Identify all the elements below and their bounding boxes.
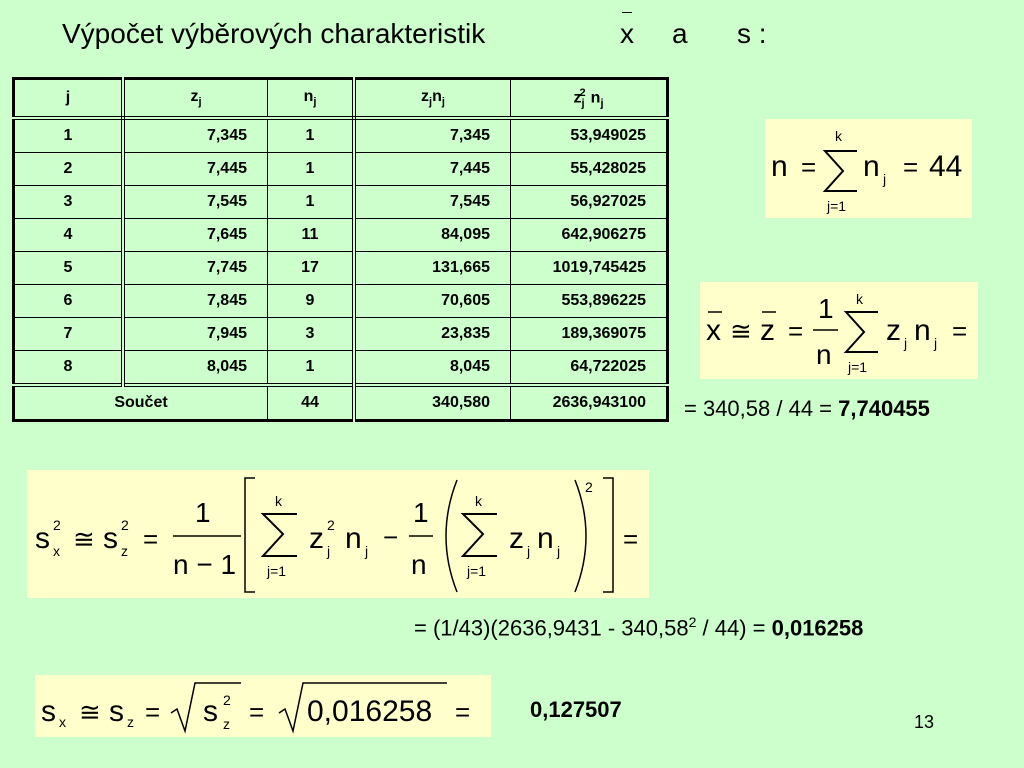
svg-text:=: =	[801, 152, 817, 182]
formula-sd-box	[35, 675, 491, 737]
table-row	[14, 153, 668, 186]
cell-j: 5	[14, 252, 124, 285]
cell-z: 7,445	[123, 153, 268, 186]
svg-text:=: =	[145, 697, 161, 727]
cell-z2n: 56,927025	[511, 186, 668, 219]
cell-n: 1	[268, 153, 355, 186]
svg-text:k: k	[475, 493, 482, 509]
cell-z: 7,745	[123, 252, 268, 285]
cell-z2n: 553,896225	[511, 285, 668, 318]
cell-zn: 131,665	[354, 252, 511, 285]
cell-j: 8	[14, 351, 124, 386]
svg-text:2: 2	[585, 479, 593, 495]
sd-result	[530, 697, 622, 723]
svg-text:k: k	[856, 291, 863, 307]
cell-n: 17	[268, 252, 355, 285]
page-number: 13	[914, 712, 935, 732]
sum-zn: 340,580	[354, 385, 511, 421]
formula-n-upper: k	[835, 128, 842, 144]
cell-zn: 7,545	[354, 186, 511, 219]
cell-z: 7,845	[123, 285, 268, 318]
cell-zn: 7,345	[354, 118, 511, 153]
svg-text:j: j	[527, 543, 531, 559]
svg-text:x: x	[53, 543, 60, 559]
table-row	[14, 351, 668, 386]
table-row	[14, 285, 668, 318]
svg-text:1: 1	[195, 497, 211, 528]
formula-n-box	[765, 119, 972, 218]
svg-text:k: k	[275, 493, 282, 509]
table-row	[14, 318, 668, 351]
svg-text:n: n	[537, 522, 554, 555]
svg-text:=: =	[952, 316, 968, 346]
sd-value: 0,127507	[530, 697, 622, 722]
svg-text:j=1: j=1	[848, 359, 868, 375]
cell-zn: 7,445	[354, 153, 511, 186]
formula-n-lhs: n	[771, 150, 788, 183]
formula-n-svg	[765, 119, 972, 218]
cell-z2n: 64,722025	[511, 351, 668, 386]
svg-text:1: 1	[818, 293, 834, 324]
svg-text:z: z	[127, 714, 134, 730]
mean-value: 7,740455	[838, 396, 930, 421]
svg-text:≅: ≅	[73, 524, 95, 554]
frequency-table	[12, 77, 669, 422]
svg-text:z: z	[886, 314, 901, 347]
svg-text:=: =	[903, 152, 919, 182]
variance-result: = (1/43)(2636,9431 - 340,58$^2$ / 44) = 0,016258	[414, 614, 864, 641]
svg-text:n: n	[345, 522, 362, 555]
svg-text:s: s	[41, 695, 56, 728]
cell-j: 1	[14, 118, 124, 153]
formula-mean-svg	[700, 282, 978, 379]
sum-label: Součet	[14, 385, 268, 421]
svg-text:x: x	[706, 314, 721, 347]
cell-j: 6	[14, 285, 124, 318]
svg-text:=: =	[623, 524, 639, 554]
svg-text:≅: ≅	[79, 697, 101, 727]
svg-text:2: 2	[223, 692, 231, 708]
svg-text:z: z	[223, 716, 230, 732]
svg-text:s: s	[103, 522, 118, 555]
svg-text:z: z	[509, 522, 524, 555]
cell-z2n: 55,428025	[511, 153, 668, 186]
svg-text:=: =	[455, 697, 471, 727]
cell-z2n: 642,906275	[511, 219, 668, 252]
cell-z: 8,045	[123, 351, 268, 386]
svg-text:j=1: j=1	[467, 563, 487, 579]
svg-text:j: j	[557, 543, 561, 559]
col-header-z: $z_j$	[123, 79, 268, 119]
cell-zn: 8,045	[354, 351, 511, 386]
svg-text:j: j	[365, 543, 369, 559]
svg-text:=: =	[143, 524, 159, 554]
formula-n-term: n	[863, 150, 880, 183]
formula-mean-box	[700, 282, 978, 379]
cell-z2n: 1019,745425	[511, 252, 668, 285]
sum-n: 44	[268, 385, 355, 421]
table-row	[14, 252, 668, 285]
svg-text:s: s	[109, 695, 124, 728]
col-header-n: $n_j$	[268, 79, 355, 119]
col-header-zn: $z_jn_j$	[354, 79, 511, 119]
cell-z: 7,945	[123, 318, 268, 351]
sd-inside-root: 0,016258	[307, 695, 433, 728]
formula-n-lower: j=1	[827, 198, 847, 214]
formula-variance-box	[27, 470, 649, 598]
formula-n-rhs: 44	[929, 150, 963, 183]
slide-title: Výpočet výběrových charakteristik	[62, 18, 486, 49]
cell-z: 7,545	[123, 186, 268, 219]
cell-z2n: 189,369075	[511, 318, 668, 351]
cell-z2n: 53,949025	[511, 118, 668, 153]
svg-text:j=1: j=1	[267, 563, 287, 579]
svg-text:n: n	[816, 339, 832, 370]
svg-text:2: 2	[327, 517, 335, 533]
svg-text:n: n	[914, 314, 931, 347]
svg-text:2: 2	[121, 517, 129, 533]
svg-text:s: s	[35, 522, 50, 555]
svg-text:n: n	[411, 549, 427, 580]
table-row	[14, 186, 668, 219]
table-row	[14, 219, 668, 252]
svg-text:=: =	[788, 316, 804, 346]
svg-text:j: j	[904, 335, 908, 351]
cell-n: 1	[268, 351, 355, 386]
svg-text:z: z	[121, 543, 128, 559]
formula-sd-svg	[35, 675, 491, 737]
cell-n: 11	[268, 219, 355, 252]
title-xbar-symbol: x	[620, 18, 634, 49]
cell-n: 9	[268, 285, 355, 318]
svg-text:n − 1: n − 1	[173, 549, 237, 580]
formula-n-sub: j	[883, 171, 887, 187]
cell-n: 3	[268, 318, 355, 351]
svg-text:≅: ≅	[730, 316, 752, 346]
variance-value: 0,016258	[771, 615, 864, 641]
cell-z: 7,345	[123, 118, 268, 153]
table-sum-row	[14, 385, 668, 421]
sum-z2n: 2636,943100	[511, 385, 668, 421]
formula-variance-svg	[27, 470, 649, 598]
svg-text:s: s	[203, 695, 218, 728]
cell-zn: 84,095	[354, 219, 511, 252]
cell-j: 7	[14, 318, 124, 351]
cell-j: 3	[14, 186, 124, 219]
svg-text:z: z	[760, 314, 775, 347]
cell-n: 1	[268, 186, 355, 219]
svg-text:−: −	[383, 522, 399, 552]
cell-zn: 70,605	[354, 285, 511, 318]
title-s-symbol: s :	[737, 18, 767, 49]
cell-j: 4	[14, 219, 124, 252]
table-header-row	[14, 79, 668, 119]
svg-text:1: 1	[413, 497, 429, 528]
cell-n: 1	[268, 118, 355, 153]
svg-text:x: x	[59, 714, 66, 730]
table-row	[14, 118, 668, 153]
svg-text:j: j	[934, 335, 938, 351]
svg-text:z: z	[309, 522, 324, 555]
cell-zn: 23,835	[354, 318, 511, 351]
svg-text:j: j	[327, 543, 331, 559]
mean-result: = 340,58 / 44 = 7,740455	[684, 396, 930, 421]
cell-j: 2	[14, 153, 124, 186]
col-header-z2n: $z_j^2$ $n_j$	[511, 79, 668, 119]
col-header-j: j	[14, 79, 124, 119]
cell-z: 7,645	[123, 219, 268, 252]
title-a-word: a	[672, 18, 688, 49]
svg-text:=: =	[249, 697, 265, 727]
svg-text:2: 2	[53, 517, 61, 533]
